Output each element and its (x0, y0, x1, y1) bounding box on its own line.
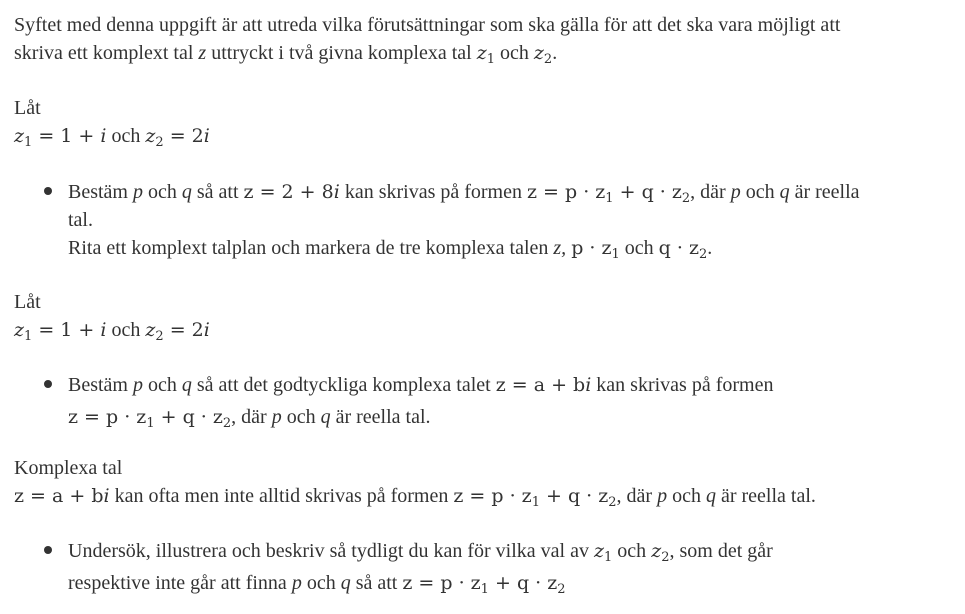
var-z: z (198, 42, 207, 64)
text: är reella tal. (720, 485, 816, 507)
text: kan skrivas på formen (596, 374, 774, 396)
math-form: $z = p \cdot z_1 + q \cdot z_2$ (453, 485, 617, 510)
math-z1: $z_1$ (594, 540, 613, 565)
section1-bullet-line-2 (68, 206, 93, 234)
text: kan ofta men inte alltid skrivas på formen (114, 485, 449, 507)
intro-text-2a: skriva ett komplext tal (14, 42, 194, 64)
math-qz2: $q \cdot z_2$ (658, 237, 708, 262)
text: är reella tal. (335, 406, 431, 428)
intro-och: och (500, 42, 529, 64)
var-p: p (291, 572, 302, 594)
var-q: q (340, 572, 351, 594)
text: Bestäm (68, 181, 128, 203)
section2-bullet-line-1 (68, 371, 773, 399)
bullet-dot-2 (44, 380, 52, 388)
section1-heading (14, 94, 41, 122)
section3-heading (14, 454, 122, 482)
text: så att (196, 181, 239, 203)
text: och (306, 572, 336, 594)
math-z-expr: z = a + bi (495, 374, 592, 396)
math-z1-def: $z_1 = 1 + i$ (14, 319, 107, 344)
text: Bestäm (68, 374, 128, 396)
math-form: $z = p \cdot z_1 + q \cdot z_2$ (68, 406, 232, 431)
math-form: $z = p \cdot z_1 + q \cdot z_2$ (402, 572, 566, 597)
section2-bullet-line-2 (68, 403, 431, 431)
math-z-expr: z = a + bi (14, 485, 110, 507)
text: respektive inte går att finna (68, 572, 287, 594)
text: , där (690, 181, 726, 203)
math-z2-def: $z_2 = 2i$ (145, 319, 210, 344)
text: , där (616, 485, 653, 507)
math-z2: $z_2$ (651, 540, 670, 565)
intro-text-1: Syftet med denna uppgift är att utreda vilka förutsättningar som ska gälla för att det ska vara möjligt att (14, 14, 841, 36)
text: , där (231, 406, 267, 428)
text: och (617, 540, 647, 562)
var-p: p (271, 406, 282, 428)
var-q: q (320, 406, 331, 428)
def-och: och (111, 319, 141, 341)
section3-statement (14, 482, 816, 510)
section1-bullet-line-3 (68, 234, 712, 262)
section1-bullet-line-1 (68, 178, 860, 206)
text: , som det går (669, 540, 773, 562)
text: Rita ett komplext talplan och markera de tre komplexa talen (68, 237, 549, 259)
text: och (148, 374, 177, 396)
text: så att det godtyckliga komplexa talet (196, 374, 491, 396)
intro-text-2b: uttryckt i två givna komplexa tal (211, 42, 472, 64)
text: kan skrivas på formen (344, 181, 522, 203)
math-form: $z = p \cdot z_1 + q \cdot z_2$ (526, 181, 691, 206)
section3-bullet-line-1 (68, 537, 773, 565)
math-z2: $z_2$ (533, 42, 553, 67)
var-p: p (133, 181, 143, 203)
section3-bullet-line-2 (68, 569, 566, 597)
var-q: q (181, 374, 192, 396)
math-pz1: $p \cdot z_1$ (571, 237, 620, 262)
var-z: z, (553, 237, 567, 259)
math-z-expr: z = 2 + 8i (243, 181, 340, 203)
var-q: q (181, 181, 192, 203)
section2-definition (14, 316, 210, 344)
text: och (286, 406, 316, 428)
bullet-dot-1 (44, 187, 52, 195)
text: . (707, 237, 713, 259)
section2-heading (14, 288, 41, 316)
bullet-dot-3 (44, 546, 52, 554)
text: och (148, 181, 177, 203)
var-p: p (133, 374, 143, 396)
section1-definition (14, 122, 210, 150)
var-p: p (657, 485, 668, 507)
heading-text: Komplexa tal (14, 457, 123, 479)
heading-text: Låt (14, 97, 41, 119)
intro-period: . (552, 42, 558, 64)
var-q: q (779, 181, 790, 203)
math-z1-def: $z_1 = 1 + i$ (14, 125, 107, 150)
var-q: q (705, 485, 716, 507)
text: och (745, 181, 775, 203)
heading-text: Låt (14, 291, 41, 313)
text: tal. (68, 209, 93, 231)
math-z2-def: $z_2 = 2i$ (145, 125, 210, 150)
text: så att (355, 572, 398, 594)
text: och (672, 485, 701, 507)
var-p: p (730, 181, 741, 203)
math-z1: $z_1$ (476, 42, 495, 67)
text: Undersök, illustrera och beskriv så tydligt du kan för vilka val av (68, 540, 589, 562)
text: och (624, 237, 654, 259)
def-och: och (111, 125, 141, 147)
intro-line-2 (14, 39, 557, 67)
intro-line-1 (14, 11, 840, 39)
text: är reella (794, 181, 860, 203)
